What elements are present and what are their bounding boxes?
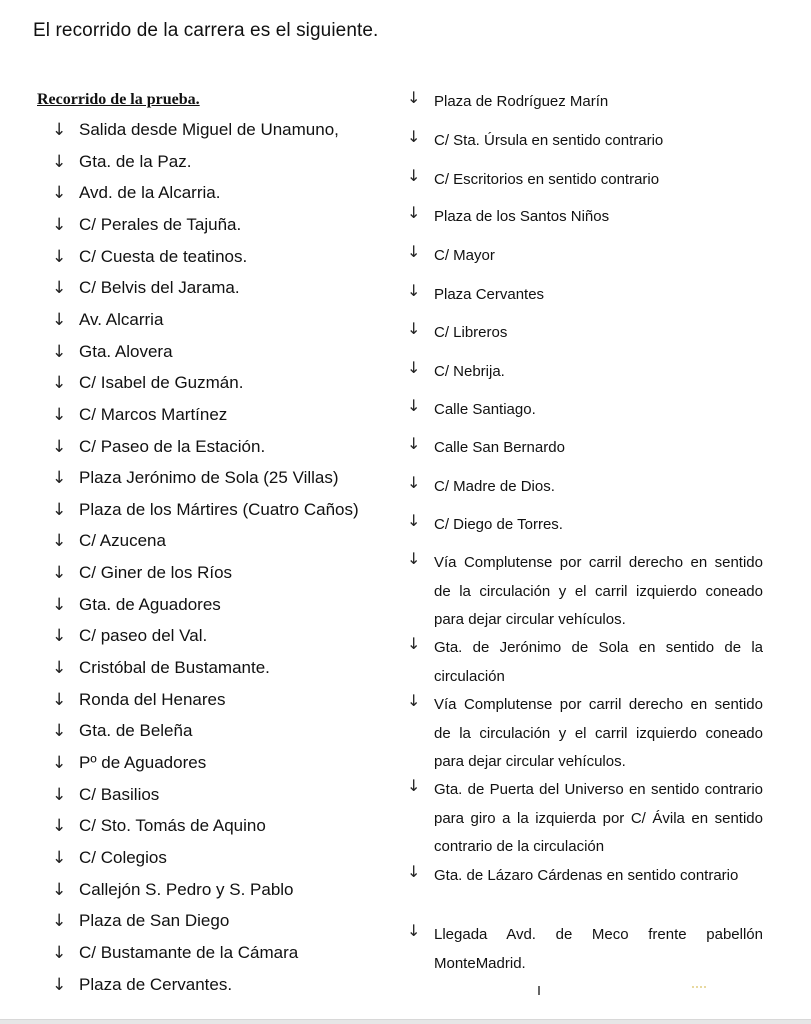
arrow-down-icon: ↓ <box>407 549 421 568</box>
arrow-down-icon: ↓ <box>407 473 421 492</box>
arrow-down-icon: ↓ <box>52 278 67 299</box>
list-item <box>52 624 207 648</box>
arrow-down-icon: ↓ <box>407 358 421 377</box>
arrow-down-icon: ↓ <box>407 319 421 338</box>
list-item <box>52 245 247 269</box>
list-item-label: C/ Escritorios en sentido contrario <box>434 171 660 188</box>
list-item <box>52 719 192 743</box>
list-item-label: C/ Isabel de Guzmán. <box>79 373 244 393</box>
arrow-down-icon: ↓ <box>52 246 67 267</box>
list-item-label: C/ Paseo de la Estación. <box>79 436 266 456</box>
list-item-label: Plaza de los Santos Niños <box>434 208 610 225</box>
list-item-label: Avd. de la Alcarria. <box>79 183 221 203</box>
arrow-down-icon: ↓ <box>52 151 67 172</box>
arrow-down-icon: ↓ <box>407 166 421 185</box>
intro-text: El recorrido de la carrera es el siguiente. <box>33 20 379 41</box>
list-item <box>407 203 763 232</box>
arrow-down-icon: ↓ <box>407 203 421 222</box>
list-item <box>52 561 232 585</box>
list-item <box>52 276 240 300</box>
list-item-label: C/ Libreros <box>434 324 508 341</box>
list-item-label: C/ Nebrija. <box>434 363 505 380</box>
list-item-label: C/ Basilios <box>79 784 160 804</box>
arrow-down-icon: ↓ <box>52 879 67 900</box>
list-item <box>52 688 225 712</box>
list-item-label: Av. Alcarria <box>79 309 164 329</box>
arrow-down-icon: ↓ <box>52 499 67 520</box>
arrow-down-icon: ↓ <box>52 784 67 805</box>
arrow-down-icon: ↓ <box>52 468 67 489</box>
arrow-down-icon: ↓ <box>407 434 421 453</box>
list-item <box>52 593 221 617</box>
list-item-label: Gta. de Aguadores <box>79 594 221 614</box>
list-item <box>52 941 298 965</box>
stray-dots <box>692 986 706 990</box>
arrow-down-icon: ↓ <box>52 847 67 868</box>
arrow-down-icon: ↓ <box>52 911 67 932</box>
arrow-down-icon: ↓ <box>52 942 67 963</box>
list-item <box>52 529 166 553</box>
list-item <box>407 862 763 891</box>
list-item-label: C/ Marcos Martínez <box>79 404 228 424</box>
list-item-label: C/ Mayor <box>434 247 495 264</box>
list-item <box>407 242 763 271</box>
list-item-label: Vía Complutense por carril derecho en sentido de la circulación y el carril izquierdo coneado para dejar circular vehículos. <box>434 696 763 770</box>
arrow-down-icon: ↓ <box>407 921 421 940</box>
list-item-label: C/ Sto. Tomás de Aquino <box>79 816 266 836</box>
list-item-label: C/ Sta. Úrsula en sentido contrario <box>434 132 664 149</box>
list-item <box>407 549 763 635</box>
list-item-label: Plaza Jerónimo de Sola (25 Villas) <box>79 468 339 488</box>
arrow-down-icon: ↓ <box>52 531 67 552</box>
list-item <box>407 88 763 117</box>
list-item-label: Vía Complutense por carril derecho en sentido de la circulación y el carril izquierdo coneado para dejar circular vehículos. <box>434 554 763 628</box>
arrow-down-icon: ↓ <box>407 396 421 415</box>
arrow-down-icon: ↓ <box>52 626 67 647</box>
list-item <box>407 473 763 502</box>
arrow-down-icon: ↓ <box>407 242 421 261</box>
list-item-label: Plaza de los Mártires (Cuatro Caños) <box>79 499 359 519</box>
list-item-label: Gta. de Beleña <box>79 721 193 741</box>
list-item-label: Gta. de Lázaro Cárdenas en sentido contrario <box>434 867 739 884</box>
arrow-down-icon: ↓ <box>52 721 67 742</box>
list-item <box>407 281 763 310</box>
list-item-label: Llegada Avd. de Meco frente pabellón MonteMadrid. <box>434 926 763 972</box>
list-item-label: C/ Cuesta de teatinos. <box>79 246 248 266</box>
arrow-down-icon: ↓ <box>407 511 421 530</box>
list-item <box>52 435 265 459</box>
arrow-down-icon: ↓ <box>52 594 67 615</box>
list-item <box>52 751 206 775</box>
list-item-label: C/ Belvis del Jarama. <box>79 278 240 298</box>
list-item <box>407 358 763 387</box>
arrow-down-icon: ↓ <box>52 436 67 457</box>
list-item-label: Plaza Cervantes <box>434 286 545 303</box>
arrow-down-icon: ↓ <box>52 183 67 204</box>
arrow-down-icon: ↓ <box>407 281 421 300</box>
list-item-label: Plaza de Cervantes. <box>79 974 233 994</box>
list-item <box>52 814 266 838</box>
list-item-label: Gta. Alovera <box>79 341 173 361</box>
arrow-down-icon: ↓ <box>407 634 421 653</box>
list-item-label: C/ Giner de los Ríos <box>79 563 233 583</box>
bottom-bar <box>0 1019 811 1024</box>
list-item <box>52 878 294 902</box>
list-item <box>52 340 173 364</box>
arrow-down-icon: ↓ <box>52 309 67 330</box>
arrow-down-icon: ↓ <box>407 127 421 146</box>
arrow-down-icon: ↓ <box>52 214 67 235</box>
list-item <box>407 776 763 862</box>
arrow-down-icon: ↓ <box>52 120 67 140</box>
list-item-label: C/ Madre de Dios. <box>434 478 555 495</box>
list-item-label: Calle Santiago. <box>434 401 536 418</box>
arrow-down-icon: ↓ <box>52 373 67 394</box>
list-item-label: C/ Colegios <box>79 847 167 867</box>
list-item <box>52 656 270 680</box>
section-title: Recorrido de la prueba. <box>37 91 200 108</box>
list-item <box>407 511 763 540</box>
list-item-label: Calle San Bernardo <box>434 439 565 456</box>
arrow-down-icon: ↓ <box>52 341 67 362</box>
list-item-label: C/ paseo del Val. <box>79 626 208 646</box>
arrow-down-icon: ↓ <box>407 776 421 795</box>
list-item-label: Plaza de Rodríguez Marín <box>434 93 609 110</box>
list-item-label: Cristóbal de Bustamante. <box>79 658 270 678</box>
list-item <box>52 403 227 427</box>
list-item-label: Pº de Aguadores <box>79 753 207 772</box>
list-item <box>407 434 763 463</box>
list-item-label: C/ Perales de Tajuña. <box>79 214 242 234</box>
arrow-down-icon: ↓ <box>407 862 421 881</box>
list-item-label: C/ Diego de Torres. <box>434 516 563 533</box>
list-item <box>407 396 763 425</box>
list-item-label: Gta. de la Paz. <box>79 151 192 171</box>
list-item <box>407 319 763 348</box>
list-item <box>52 118 339 142</box>
list-item <box>52 213 241 237</box>
list-item <box>52 909 229 933</box>
arrow-down-icon: ↓ <box>52 404 67 425</box>
arrow-down-icon: ↓ <box>52 689 67 710</box>
arrow-down-icon: ↓ <box>407 88 421 107</box>
arrow-down-icon: ↓ <box>52 816 67 837</box>
arrow-down-icon: ↓ <box>52 974 67 995</box>
list-item <box>52 371 243 395</box>
list-item <box>52 783 159 807</box>
list-item-label: Plaza de San Diego <box>79 911 230 931</box>
list-item-label: Gta. de Puerta del Universo en sentido contrario para giro a la izquierda por C/ Ávila en sentido contrario de la circulación <box>434 781 763 855</box>
list-item-label: Ronda del Henares <box>79 689 226 709</box>
list-item <box>407 691 763 777</box>
list-item-label: Salida desde Miguel de Unamuno, <box>79 120 339 139</box>
list-item <box>52 150 191 174</box>
list-item <box>52 973 232 997</box>
list-item-label: Callejón S. Pedro y S. Pablo <box>79 879 294 899</box>
list-item <box>407 127 763 156</box>
list-item <box>52 846 167 870</box>
list-item <box>52 498 359 522</box>
list-item <box>52 466 339 490</box>
list-item-label: Gta. de Jerónimo de Sola en sentido de la circulación <box>434 639 763 685</box>
arrow-down-icon: ↓ <box>52 658 67 679</box>
arrow-down-icon: ↓ <box>52 563 67 584</box>
arrow-down-icon: ↓ <box>52 753 67 773</box>
list-item-label: C/ Azucena <box>79 531 166 551</box>
list-item <box>407 166 763 195</box>
list-item <box>407 634 763 691</box>
list-item <box>52 181 220 205</box>
list-item-label: C/ Bustamante de la Cámara <box>79 942 299 962</box>
stray-mark <box>538 986 540 995</box>
list-item <box>407 921 763 978</box>
list-item <box>52 308 163 332</box>
arrow-down-icon: ↓ <box>407 691 421 710</box>
